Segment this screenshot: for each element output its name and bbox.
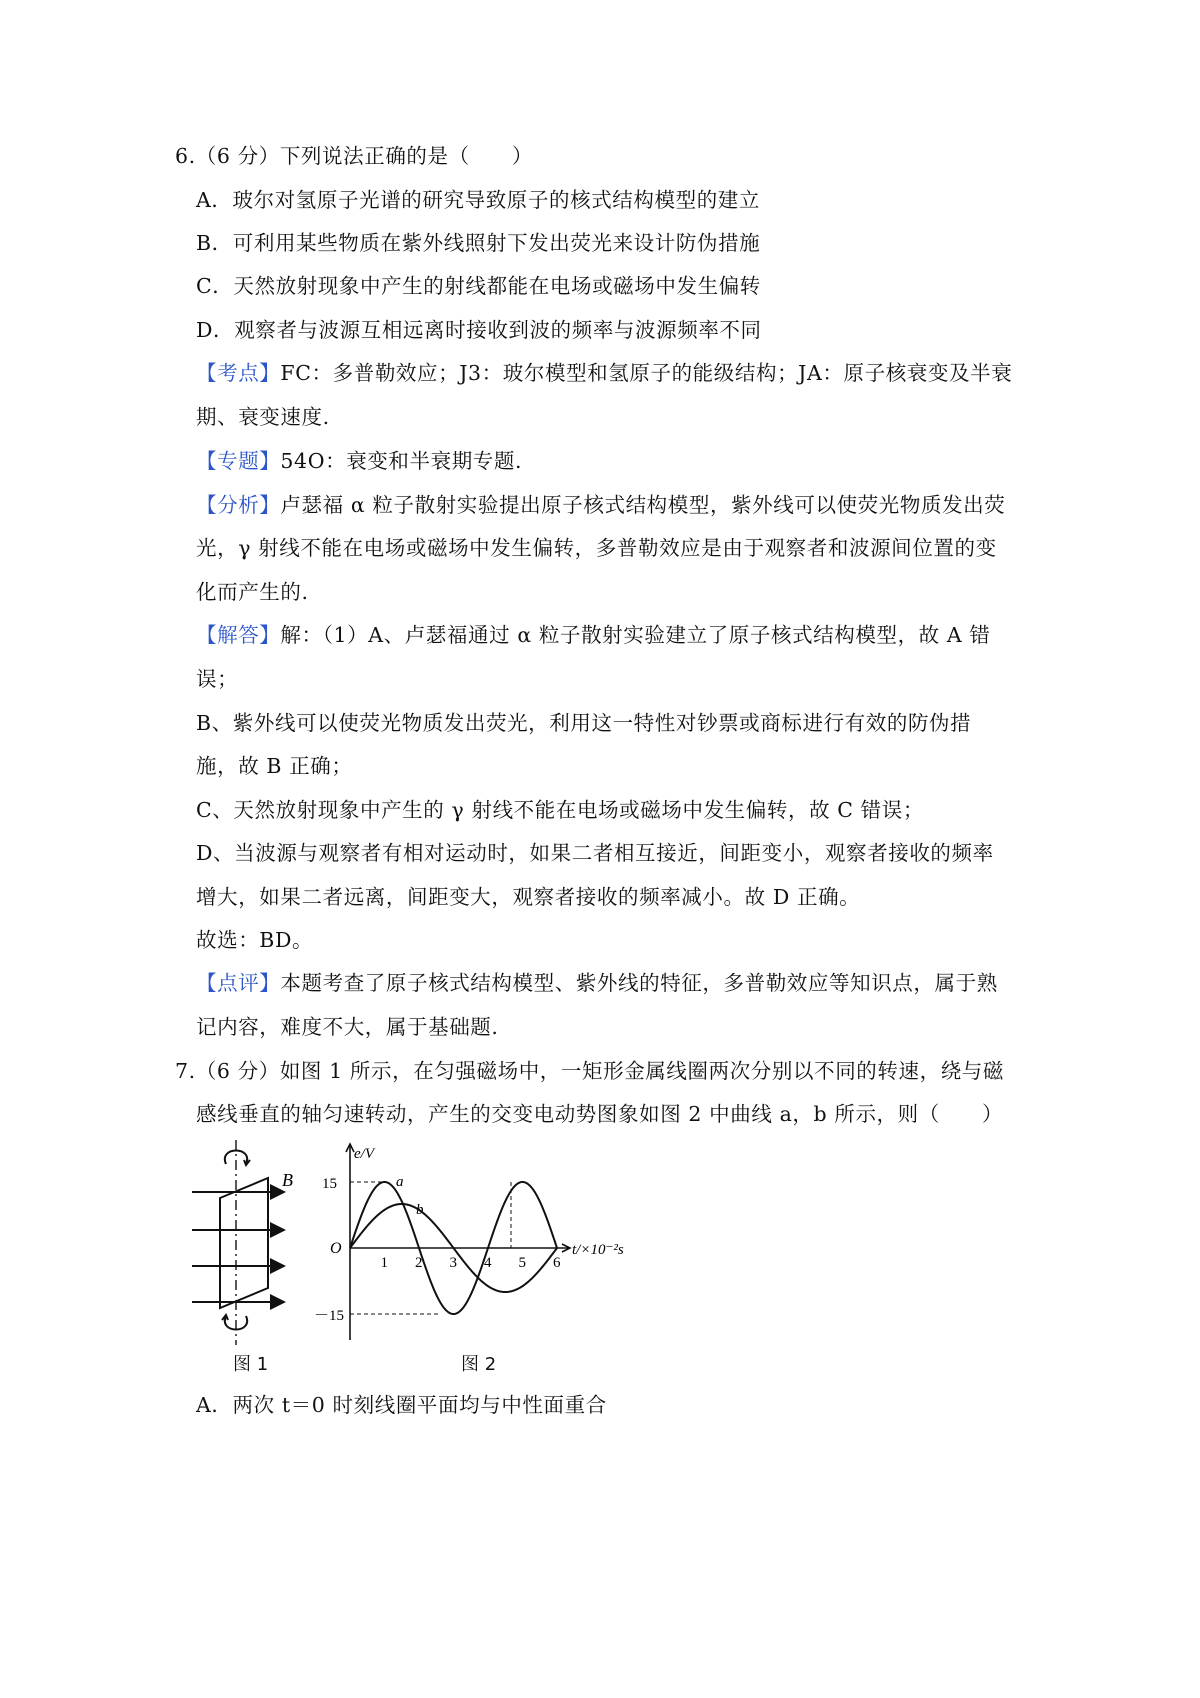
q6-stem: 6.（6 分）下列说法正确的是（ ） bbox=[175, 144, 534, 168]
kaodian-text: FC：多普勒效应；J3：玻尔模型和氢原子的能级结构；JA：原子核衰变及半衰 bbox=[280, 361, 1013, 385]
kaodian-line-1 bbox=[196, 358, 1012, 388]
q6-option-c: C．天然放射现象中产生的射线都能在电场或磁场中发生偏转 bbox=[196, 274, 761, 298]
zhuanti-tag: 【专题】 bbox=[196, 449, 281, 473]
jieda-line-1 bbox=[196, 620, 991, 650]
curve-b-label: b bbox=[416, 1202, 424, 1218]
field-label-b: B bbox=[282, 1170, 293, 1190]
jieda-text: 解：（1）A、卢瑟福通过 α 粒子散射实验建立了原子核式结构模型，故 A 错 bbox=[280, 623, 991, 647]
q7-stem-line-1: 7.（6 分）如图 1 所示，在匀强磁场中，一矩形金属线圈两次分别以不同的转速，绕与磁 bbox=[175, 1059, 1004, 1083]
q6-option-d: D．观察者与波源互相远离时接收到波的频率与波源频率不同 bbox=[196, 318, 762, 342]
y-tick-minus-15: －15 bbox=[314, 1308, 345, 1324]
answer-b-line-1: B、紫外线可以使荧光物质发出荧光，利用这一特性对钞票或商标进行有效的防伪措 bbox=[196, 711, 972, 735]
final-answer: 故选：BD。 bbox=[196, 928, 314, 952]
fenxi-line-2: 光，γ 射线不能在电场或磁场中发生偏转，多普勒效应是由于观察者和波源间位置的变 bbox=[196, 536, 997, 560]
dianping-tag: 【点评】 bbox=[196, 971, 281, 995]
y-tick-15: 15 bbox=[322, 1176, 337, 1192]
q7-option-a: A．两次 t＝0 时刻线圈平面均与中性面重合 bbox=[196, 1393, 607, 1417]
zhuanti-text: 54O：衰变和半衰期专题. bbox=[280, 449, 523, 473]
figure-2-caption: 图 2 bbox=[461, 1354, 497, 1375]
answer-d-line-2: 增大，如果二者远离，间距变大，观察者接收的频率减小。故 D 正确。 bbox=[196, 885, 861, 909]
q6-option-b: B．可利用某些物质在紫外线照射下发出荧光来设计防伪措施 bbox=[196, 231, 761, 255]
x-tick-label: 6 bbox=[553, 1255, 561, 1271]
zhuanti-line bbox=[196, 446, 522, 476]
figure-2-emf-graph bbox=[310, 1140, 630, 1350]
kaodian-line-2: 期、衰变速度. bbox=[196, 405, 330, 429]
fenxi-tag: 【分析】 bbox=[196, 493, 281, 517]
kaodian-tag: 【考点】 bbox=[196, 361, 281, 385]
x-axis-label: t/×10⁻²s bbox=[572, 1242, 624, 1258]
jieda-line-2: 误； bbox=[196, 667, 239, 691]
q6-option-a: A．玻尔对氢原子光谱的研究导致原子的核式结构模型的建立 bbox=[196, 188, 761, 212]
x-tick-label: 1 bbox=[380, 1255, 388, 1271]
jieda-tag: 【解答】 bbox=[196, 623, 281, 647]
fenxi-line-3: 化而产生的. bbox=[196, 580, 309, 604]
answer-d-line-1: D、当波源与观察者有相对运动时，如果二者相互接近，间距变小，观察者接收的频率 bbox=[196, 841, 994, 865]
figure-1-caption: 图 1 bbox=[233, 1354, 269, 1375]
q7-stem-line-2: 感线垂直的轴匀速转动，产生的交变电动势图象如图 2 中曲线 a，b 所示，则（ ） bbox=[196, 1102, 1004, 1126]
x-tick-label: 4 bbox=[484, 1255, 492, 1271]
x-tick-label: 5 bbox=[518, 1255, 526, 1271]
origin-label: O bbox=[330, 1240, 342, 1257]
rectangular-coil bbox=[220, 1178, 268, 1308]
figure-1-coil-diagram bbox=[188, 1140, 308, 1350]
y-axis-label: e/V bbox=[354, 1146, 374, 1162]
dianping-text: 本题考查了原子核式结构模型、紫外线的特征，多普勒效应等知识点，属于熟 bbox=[280, 971, 998, 995]
dianping-line-1 bbox=[196, 968, 998, 998]
answer-c-line: C、天然放射现象中产生的 γ 射线不能在电场或磁场中发生偏转，故 C 错误； bbox=[196, 798, 924, 822]
dianping-line-2: 记内容，难度不大，属于基础题. bbox=[196, 1015, 499, 1039]
curve-a-label: a bbox=[396, 1174, 404, 1190]
x-tick-label: 3 bbox=[449, 1255, 457, 1271]
fenxi-line-1 bbox=[196, 490, 1005, 520]
answer-b-line-2: 施，故 B 正确； bbox=[196, 754, 353, 778]
fenxi-text: 卢瑟福 α 粒子散射实验提出原子核式结构模型，紫外线可以使荧光物质发出荧 bbox=[280, 493, 1006, 517]
x-tick-label: 2 bbox=[415, 1255, 423, 1271]
magnetic-field-arrows bbox=[192, 1192, 284, 1302]
